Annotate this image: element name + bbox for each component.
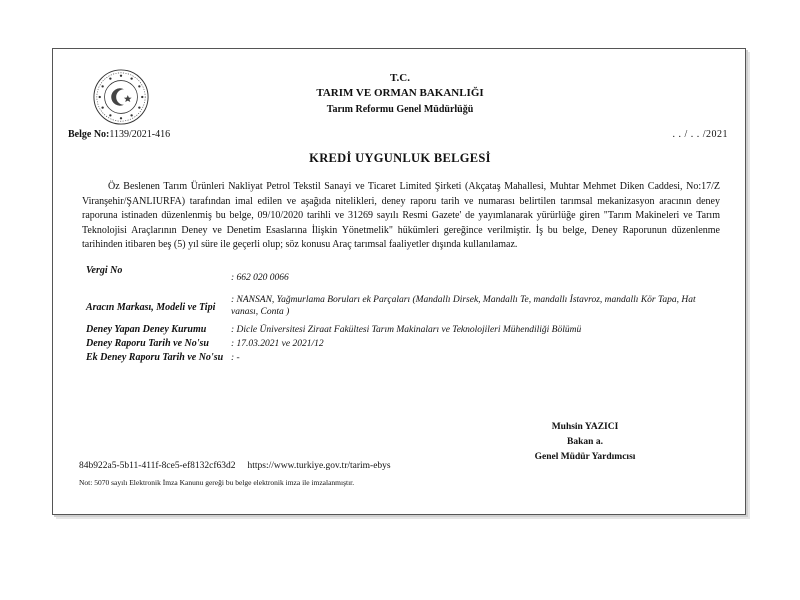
field-value-deney-raporu: : 17.03.2021 ve 2021/12 [231,339,324,349]
document-date: . . / . . /2021 [672,129,728,140]
field-value-ek-deney-raporu: : - [231,353,240,363]
document-body: Öz Beslenen Tarım Ürünleri Nakliyat Petrol Tekstil Sanayi ve Ticaret Limited Şirketi (Akçataş Mahallesi, Muhtar Mehmet Diken Caddesi, No:17/Z Viranşehir/ŞANLIURFA) tarafından imal edilen ve aşağıda nitelikleri, deney raporu tarih ve numarası belirtilen tarımsal mekanizasyon aracının deney raporuna istinaden düzenlenmiş bu belge, 09/10/2020 tarihli ve 31269 sayılı Resmi Gazete' de yayımlanarak yürürlüğe giren "Tarım Makineleri ve Tarım Teknolojisi Araçlarının Deney ve Denetim Esaslarına İlişkin Yönetmelik" hükümleri gereğince verilmiştir. İş bu belge, Deney Raporunun düzenlenme tarihinden itibaren beş (5) yıl süre ile geçerli olup; söz konusu Araç tarımsal faaliyetler dışında kullanılamaz. [82,181,720,250]
field-label-vergi-no: Vergi No [86,265,123,276]
e-signature-note: Not: 5070 sayılı Elektronik İmza Kanunu gereği bu belge elektronik imza ile imzalanmıştır. [79,478,355,487]
field-value-deney-kurumu: : Dicle Üniversitesi Ziraat Fakültesi Tarım Makinaları ve Teknolojileri Mühendiliği Bölümü [231,325,582,335]
verification-line [79,461,403,471]
document-number-value: 1139/2021-416 [109,129,171,140]
field-label-deney-kurumu: Deney Yapan Deney Kurumu [86,324,207,335]
signature-block [530,420,640,465]
field-label-deney-raporu: Deney Raporu Tarih ve No'su [86,338,209,349]
document-title: KREDİ UYGUNLUK BELGESİ [309,151,491,165]
signer-title: Genel Müdür Yardımcısı [534,452,636,462]
signer-authority: Bakan a. [567,437,603,447]
field-value-arac: : NANSAN, Yağmurlama Boruları ek Parçaları (Mandallı Dirsek, Mandallı Te, mandallı İstavroz, mandallı Kör Tapa, Hat vanası, Conta ) [231,295,696,317]
field-value-vergi-no: : 662 020 0066 [231,273,289,283]
verification-url: https://www.turkiye.gov.tr/tarim-ebys [247,461,391,471]
verification-code: 84b922a5-5b11-411f-8ce5-ef8132cf63d2 [79,461,236,471]
header-directorate: Tarım Reformu Genel Müdürlüğü [326,104,474,115]
field-label-ek-deney-raporu: Ek Deney Raporu Tarih ve No'su [86,352,224,363]
field-label-arac: Aracın Markası, Modeli ve Tipi [86,302,216,313]
header-ministry: TARIM VE ORMAN BAKANLIĞI [316,87,484,99]
document-number-label: Belge No: [68,129,110,140]
document-number [68,129,170,140]
header-tc: T.C. [390,72,410,84]
signer-name: Muhsin YAZICI [551,422,619,432]
